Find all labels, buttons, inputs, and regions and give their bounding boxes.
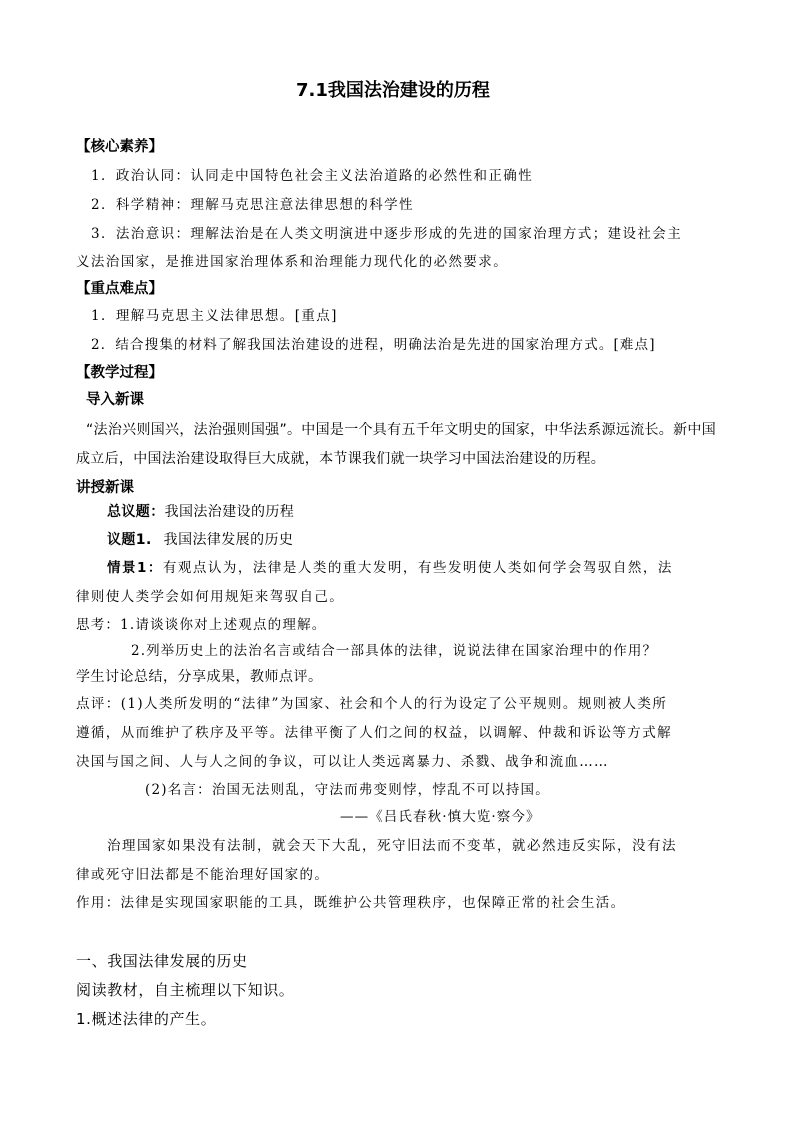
key-points-heading: 【重点难点】 [76, 281, 163, 297]
comment-line-1: 点评：(1)人类所发明的“法律”为国家、社会和个人的行为设定了公平规则。规则被人类所 [76, 696, 668, 712]
scenario-label: 情景1： [107, 560, 163, 576]
core-literacy-heading: 【核心素养】 [76, 139, 163, 155]
intro-line-1: “法治兴则国兴，法治强则国强”。中国是一个具有五千年文明史的国家，中华法系源远流长。新中国 [86, 422, 717, 438]
function-line: 作用：法律是实现国家职能的工具，既维护公共管理秩序，也保障正常的社会生活。 [76, 895, 626, 911]
teaching-process-heading: 【教学过程】 [76, 365, 163, 381]
quote-line: (2)名言：治国无法则乱，守法而弗变则悖，悖乱不可以持国。 [145, 782, 550, 798]
explain-line-2: 律或死守旧法都是不能治理好国家的。 [76, 867, 330, 883]
comment-line-3: 决国与国之间、人与人之间的争议，可以让人类远离暴力、杀戮、战争和流血…… [76, 754, 609, 770]
comment-line-2: 遵循，从而维护了秩序及平等。法律平衡了人们之间的权益，以调解、仲裁和诉讼等方式解 [76, 725, 672, 741]
general-topic [107, 505, 294, 519]
key-point-1: 1．理解马克思主义法律思想。[重点] [91, 308, 338, 324]
topic-1 [107, 533, 293, 547]
section-1-item-1: 1.概述法律的产生。 [76, 1010, 217, 1028]
core-literacy-item-1: 1．政治认同：认同走中国特色社会主义法治道路的必然性和正确性 [91, 168, 534, 184]
quote-source: ——《吕氏春秋·慎大览·察今》 [340, 809, 541, 825]
key-point-2: 2．结合搜集的材料了解我国法治建设的进程，明确法治是先进的国家治理方式。[难点] [91, 337, 656, 353]
page-title: 7.1我国法治建设的历程 [296, 80, 490, 101]
topic-1-text: 我国法律发展的历史 [163, 532, 294, 548]
topic-1-label: 议题1. [107, 532, 152, 548]
section-1-heading: 一、我国法律发展的历史 [76, 952, 248, 970]
general-topic-text: 我国法治建设的历程 [164, 504, 295, 520]
section-1-instruction: 阅读教材，自主梳理以下知识。 [76, 981, 295, 999]
explain-line-1: 治理国家如果没有法制，就会天下大乱，死守旧法而不变革，就必然违反实际，没有法 [107, 838, 677, 854]
core-literacy-item-2: 2．科学精神：理解马克思注意法律思想的科学性 [91, 197, 414, 213]
intro-heading: 导入新课 [86, 392, 144, 408]
think-line-1: 思考：1.请谈谈你对上述观点的理解。 [76, 617, 327, 633]
lecture-heading: 讲授新课 [76, 480, 134, 496]
intro-line-2: 成立后，中国法治建设取得巨大成就，本节课我们就一块学习中国法治建设的历程。 [76, 451, 606, 467]
think-line-2: 2.列举历史上的法治名言或结合一部具体的法律，说说法律在国家治理中的作用？ [131, 643, 658, 659]
scenario-text: 有观点认为，法律是人类的重大发明，有些发明使人类如何学会驾驭自然，法 [162, 560, 673, 576]
discussion-line: 学生讨论总结，分享成果，教师点评。 [76, 669, 323, 685]
scenario-line-1 [107, 562, 673, 576]
general-topic-label: 总议题： [107, 504, 165, 520]
scenario-line-2: 律则使人类学会如何用规矩来驾驭自己。 [76, 589, 345, 605]
core-literacy-item-3-cont: 义法治国家，是推进国家治理体系和治理能力现代化的必然要求。 [76, 254, 509, 270]
core-literacy-item-3: 3．法治意识：理解法治是在人类文明演进中逐步形成的先进的国家治理方式；建设社会主 [91, 226, 683, 242]
